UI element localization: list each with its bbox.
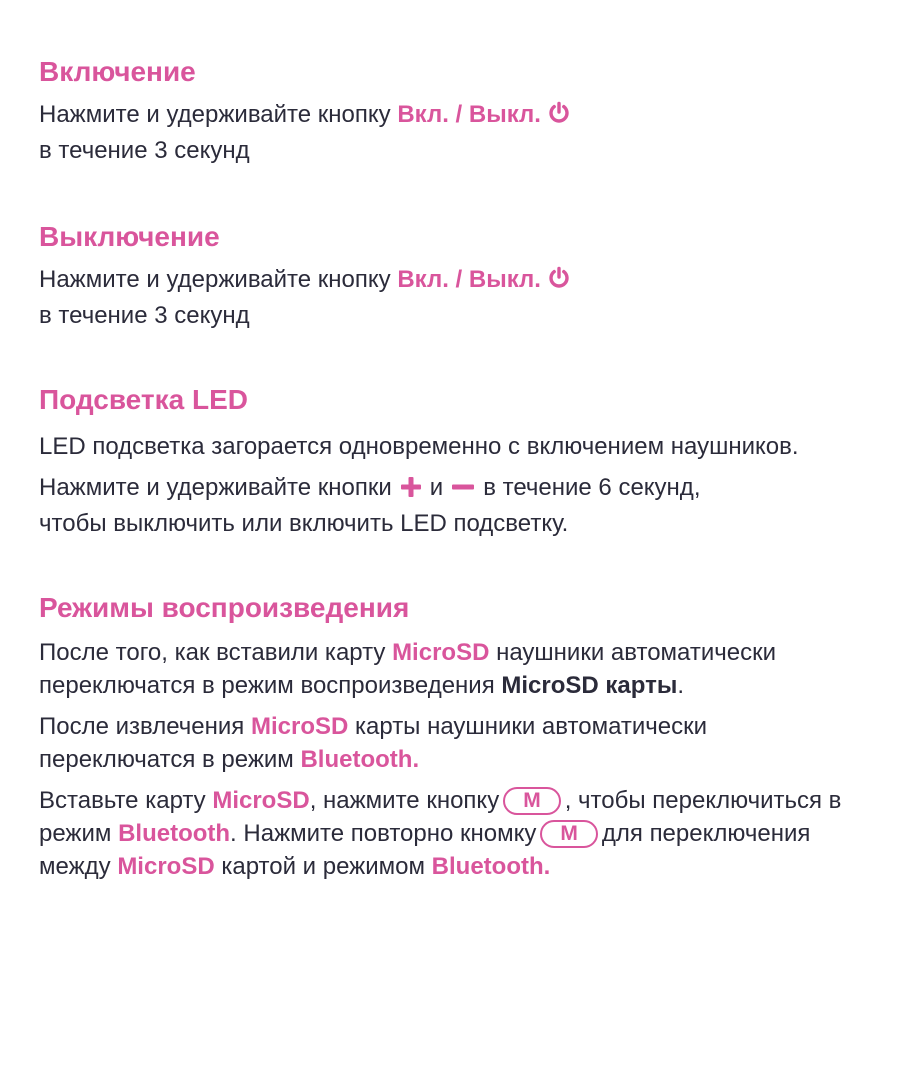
text-run: картой и режимом xyxy=(214,853,432,880)
power-off-duration: в течение 3 секунд xyxy=(39,302,250,329)
power-on-instruction xyxy=(39,98,869,167)
power-off-text: Нажмите и удерживайте кнопку xyxy=(39,266,398,293)
text-run: , нажмите кнопку xyxy=(309,787,500,814)
led-description: LED подсветка загорается одновременно с включением наушников. xyxy=(39,433,799,460)
modes-para-remove xyxy=(39,710,869,776)
text-run: . xyxy=(677,672,685,699)
text-run: После того, как вставили карту xyxy=(39,639,393,666)
text-run: Вставьте карту xyxy=(39,787,213,814)
section-playback-modes xyxy=(39,588,869,883)
power-on-text: Нажмите и удерживайте кнопку xyxy=(39,101,398,128)
microsd-card-label: MicroSD карты xyxy=(501,672,678,699)
led-instruction-suffix: в течение 6 секунд, xyxy=(483,474,701,501)
text-run: карты наушники автоматически переключатся в режим xyxy=(39,713,708,773)
power-off-title: Выключение xyxy=(39,221,220,252)
led-instruction xyxy=(39,471,869,540)
text-run: для переключения между xyxy=(39,820,811,880)
power-on-title: Включение xyxy=(39,56,196,87)
bluetooth-label: Bluetooth. xyxy=(431,853,551,880)
section-power-off xyxy=(39,217,869,332)
led-instruction-and: и xyxy=(429,474,444,501)
plus-icon xyxy=(400,474,422,507)
modes-para-insert xyxy=(39,636,869,702)
power-button-label: Вкл. / Выкл. xyxy=(397,101,541,128)
text-run: . Нажмите повторно кномку xyxy=(230,820,537,847)
power-on-duration: в течение 3 секунд xyxy=(39,137,250,164)
led-instruction-line2: чтобы выключить или включить LED подсветку. xyxy=(39,510,569,537)
microsd-label: MicroSD xyxy=(250,713,349,740)
text-run: наушники автоматически переключатся в режим воспроизведения xyxy=(39,639,777,699)
section-power-on xyxy=(39,52,869,167)
manual-page xyxy=(39,52,869,883)
power-button-label: Вкл. / Выкл. xyxy=(397,266,541,293)
section-led xyxy=(39,380,869,540)
modes-title: Режимы воспроизведения xyxy=(39,592,410,623)
power-icon xyxy=(547,266,571,299)
bluetooth-label: Bluetooth. xyxy=(300,746,420,773)
led-title: Подсветка LED xyxy=(39,384,248,415)
microsd-label: MicroSD xyxy=(392,639,490,666)
microsd-label: MicroSD xyxy=(117,853,215,880)
microsd-label: MicroSD xyxy=(212,787,310,814)
power-icon xyxy=(547,101,571,134)
bluetooth-label: Bluetooth xyxy=(118,820,231,847)
m-button-icon: M xyxy=(540,820,598,848)
minus-icon xyxy=(451,474,475,507)
text-run: , чтобы переключиться в режим xyxy=(39,787,842,847)
modes-para-switch xyxy=(39,784,869,883)
text-run: После извлечения xyxy=(39,713,251,740)
m-button-icon: M xyxy=(503,787,561,815)
led-instruction-prefix: Нажмите и удерживайте кнопки xyxy=(39,474,392,501)
power-off-instruction xyxy=(39,263,869,332)
